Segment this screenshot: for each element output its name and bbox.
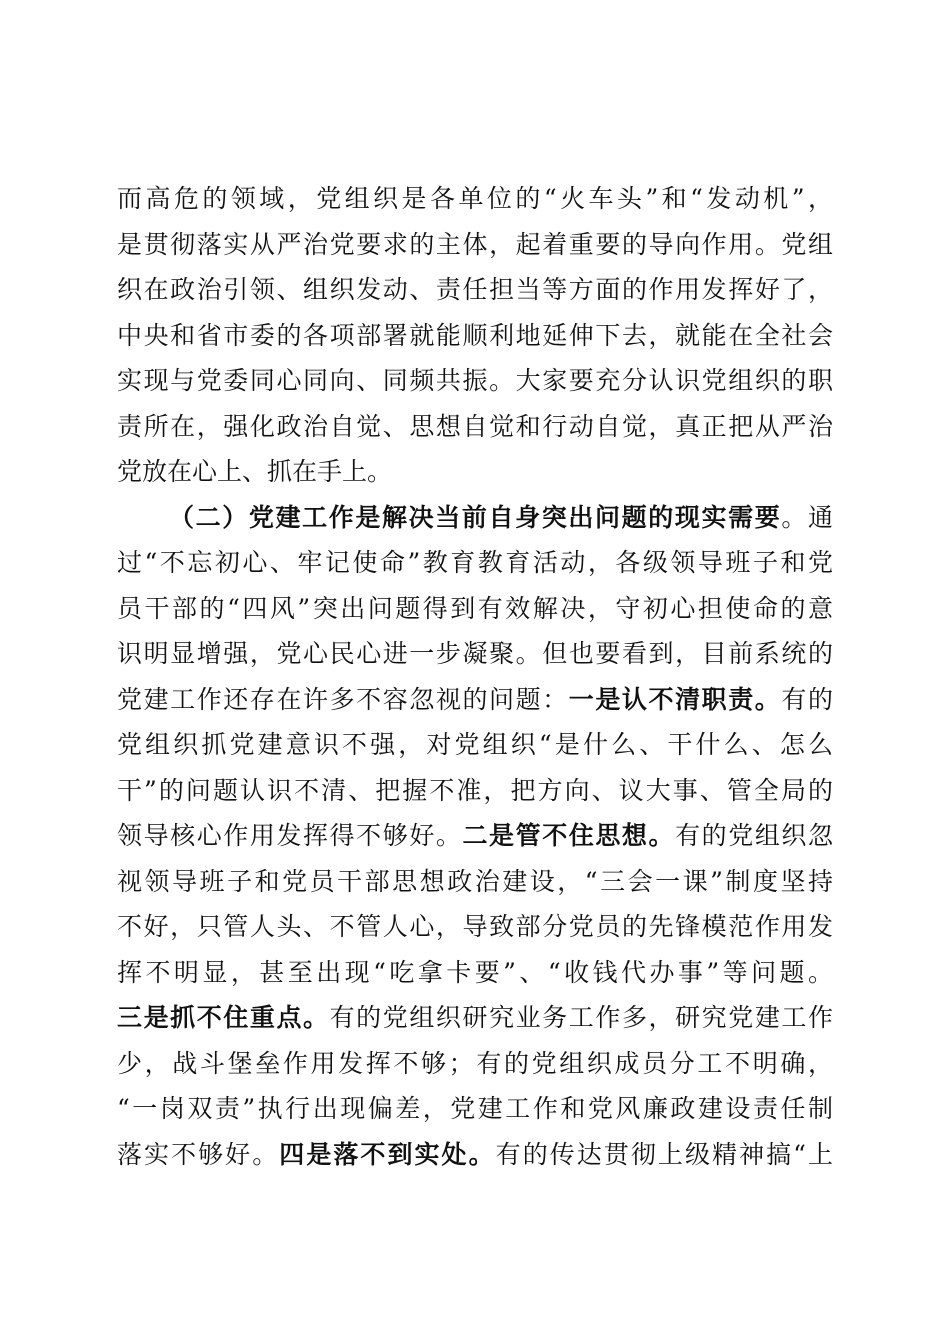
paragraph2-heading-line	[117, 495, 833, 541]
line-text: 有的党组织研究业务工作多，研究党建工作	[329, 1003, 833, 1032]
line-text: 落实不够好。	[117, 1139, 280, 1169]
paragraph1-line: 中央和省市委的各项部署就能顺利地延伸下去，就能在全社会	[117, 320, 833, 350]
paragraph2-line: 识明显增强，党心民心进一步凝聚。但也要看到，目前系统的	[117, 639, 833, 668]
paragraph1-line: 党放在心上、抓在手上。	[117, 457, 393, 486]
paragraph2-line: 过“不忘初心、牢记使命”教育教育活动，各级领导班子和党	[117, 548, 833, 577]
paragraph2-line: 员干部的“四风”突出问题得到有效解决，守初心担使命的意	[117, 593, 833, 623]
paragraph2-line: 不好，只管人头、不管人心，导致部分党员的先锋模范作用发	[117, 912, 833, 941]
line-text: 有的	[781, 684, 833, 714]
line-text: 有的传达贯彻上级精神搞“上	[495, 1139, 833, 1169]
paragraph2-line	[117, 677, 833, 723]
paragraph2-line: 少，战斗堡垒作用发挥不够；有的党组织成员分工不明确，	[117, 1048, 833, 1078]
paragraph2-line: 视领导班子和党员干部思想政治建设，“三会一课”制度坚持	[117, 866, 833, 896]
document-body	[117, 176, 833, 1177]
section-heading: （二）党建工作是解决当前自身突出问题的现实需要	[169, 502, 782, 532]
point-heading: 四是落不到实处。	[279, 1139, 496, 1169]
paragraph2-line: “一岗双责”执行出现偏差，党建工作和党风廉政建设责任制	[117, 1094, 833, 1123]
paragraph1-line: 责所在，强化政治自觉、思想自觉和行动自觉，真正把从严治	[117, 411, 833, 441]
point-heading: 二是管不住思想。	[462, 821, 676, 850]
line-text: 领导核心作用发挥得不够好。	[117, 821, 463, 850]
line-text: 。通	[781, 502, 833, 532]
paragraph2-line: 党组织抓党建意识不强，对党组织“是什么、干什么、怎么	[117, 730, 833, 759]
point-heading: 三是抓不住重点。	[117, 1003, 330, 1032]
point-heading: 一是认不清职责。	[568, 684, 782, 714]
paragraph1-line: 织在政治引领、组织发动、责任担当等方面的作用发挥好了，	[117, 275, 833, 304]
paragraph2-line: 挥不明显，甚至出现“吃拿卡要”、“收钱代办事”等问题。	[117, 957, 833, 987]
paragraph2-line	[117, 813, 833, 859]
line-text: 有的党组织忽	[675, 821, 833, 850]
paragraph1-line: 而高危的领域，党组织是各单位的“火车头”和“发动机”，	[117, 184, 833, 213]
line-text: 党建工作还存在许多不容忽视的问题：	[117, 684, 569, 714]
paragraph2-line	[117, 995, 833, 1041]
paragraph1-line: 实现与党委同心同向、同频共振。大家要充分认识党组织的职	[117, 366, 833, 395]
paragraph2-line	[117, 1132, 833, 1178]
paragraph1-line: 是贯彻落实从严治党要求的主体，起着重要的导向作用。党组	[117, 229, 833, 259]
paragraph2-line: 干”的问题认识不清、把握不准，把方向、议大事、管全局的	[117, 775, 833, 805]
